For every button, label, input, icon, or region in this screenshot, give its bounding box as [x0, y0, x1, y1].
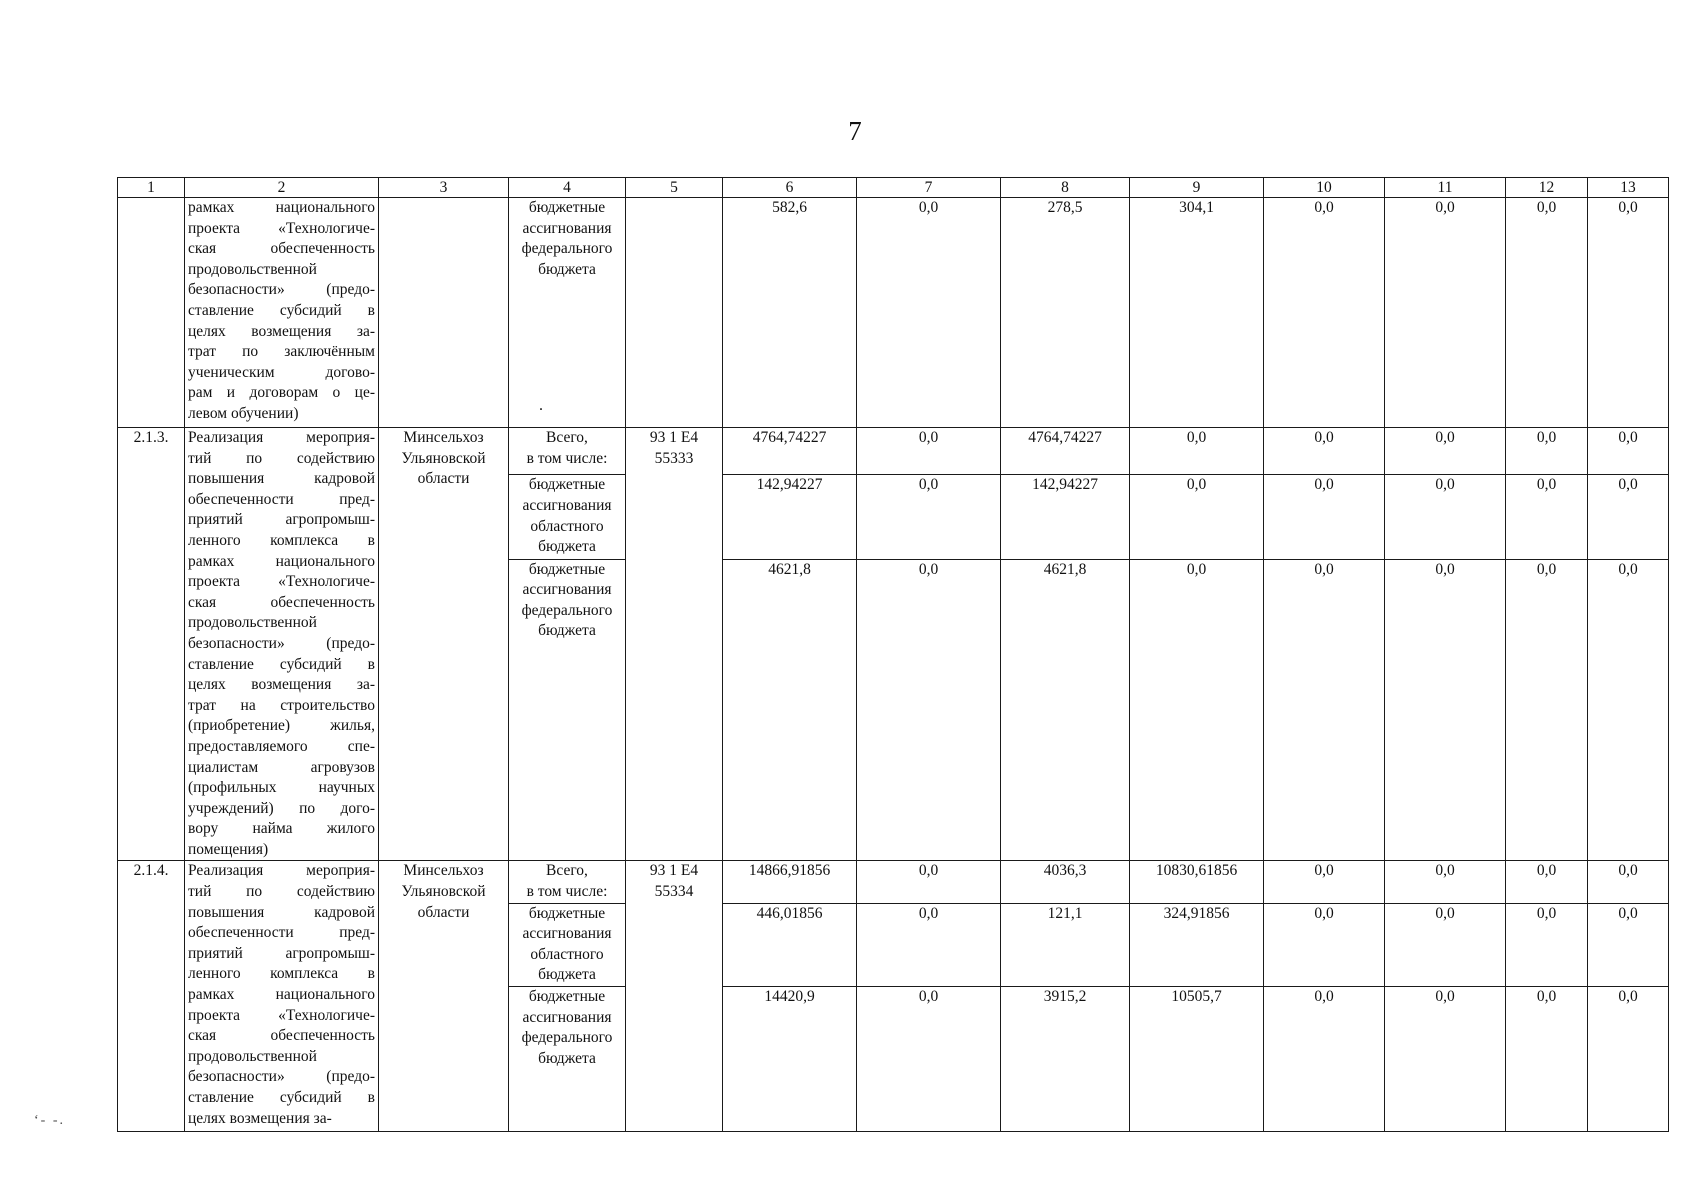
- text-line: безопасности» (предо-: [188, 634, 375, 652]
- page-number: 7: [848, 116, 862, 146]
- description-cell: [185, 198, 379, 428]
- text-line: продовольственной: [188, 614, 317, 632]
- text-line: (профильных научных: [188, 779, 375, 797]
- value-cell: 4036,3: [1001, 861, 1130, 903]
- column-number: 3: [379, 178, 509, 198]
- budget-code-cell: [626, 428, 723, 861]
- text-line: в том числе:: [526, 883, 608, 901]
- value-cell: 0,0: [857, 428, 1001, 475]
- text-line: областного: [530, 945, 604, 963]
- value-cell: 0,0: [1588, 903, 1669, 986]
- funding-source-cell: [509, 559, 626, 861]
- text-line: безопасности» (предо-: [188, 1068, 375, 1086]
- value-cell: 14420,9: [723, 987, 857, 1132]
- value-cell: 0,0: [1385, 475, 1506, 559]
- value-cell: 0,0: [857, 559, 1001, 861]
- value-cell: 0,0: [857, 903, 1001, 986]
- budget-code-cell: [626, 861, 723, 1132]
- text-line: 93 1 E4: [649, 862, 699, 880]
- value-cell: 142,94227: [723, 475, 857, 559]
- value-cell: 121,1: [1001, 903, 1130, 986]
- text-line: бюджета: [538, 966, 596, 984]
- text-line: Реализация мероприя-: [188, 862, 375, 880]
- value-cell: 0,0: [1588, 198, 1669, 428]
- text-line: продовольственной: [188, 1047, 317, 1065]
- column-number: 4: [509, 178, 626, 198]
- value-cell: 3915,2: [1001, 987, 1130, 1132]
- value-cell: 446,01856: [723, 903, 857, 986]
- value-cell: 0,0: [1588, 861, 1669, 903]
- value-cell: 10505,7: [1130, 987, 1264, 1132]
- funding-source-cell: [509, 987, 626, 1132]
- column-number: 2: [185, 178, 379, 198]
- value-cell: 0,0: [857, 475, 1001, 559]
- value-cell: 4764,74227: [1001, 428, 1130, 475]
- text-line: Реализация мероприя-: [188, 429, 375, 446]
- value-cell: 0,0: [1385, 903, 1506, 986]
- column-number: 11: [1385, 178, 1506, 198]
- value-cell: 4621,8: [723, 559, 857, 861]
- text-line: обеспеченности пред-: [188, 924, 375, 942]
- text-line: обеспеченности пред-: [188, 490, 375, 508]
- column-number: 6: [723, 178, 857, 198]
- text-line: безопасности» (предо-: [188, 281, 375, 299]
- value-cell: 4621,8: [1001, 559, 1130, 861]
- text-line: ставление субсидий в: [188, 655, 375, 673]
- row-number-cell: [118, 198, 185, 428]
- text-line: повышения кадровой: [188, 470, 375, 488]
- budget-table: [117, 177, 1669, 1132]
- text-line: целях возмещения за-: [188, 676, 375, 694]
- row-number-cell: [118, 861, 185, 1132]
- text-line: бюджетные: [528, 199, 606, 216]
- text-line: бюджетные: [528, 904, 606, 922]
- text-line: в том числе:: [526, 449, 608, 467]
- text-line: ская обеспеченность: [188, 593, 375, 611]
- value-cell: 0,0: [1264, 475, 1385, 559]
- text-line: ленного комплекса в: [188, 531, 375, 549]
- value-cell: 0,0: [1506, 987, 1588, 1132]
- text-line: рамках национального: [188, 552, 375, 570]
- text-line: (приобретение) жилья,: [188, 717, 375, 735]
- value-cell: 4764,74227: [723, 428, 857, 475]
- text-line: 55334: [654, 883, 694, 901]
- text-line: проекта «Технологиче-: [188, 573, 375, 591]
- text-line: вору найма жилого: [188, 820, 375, 838]
- value-cell: 0,0: [1130, 475, 1264, 559]
- text-line: ученическим догово-: [188, 363, 375, 381]
- column-number: 9: [1130, 178, 1264, 198]
- text-line: ассигнования: [522, 581, 612, 599]
- table-row-continued: [118, 198, 1669, 428]
- text-line: ассигнования: [522, 219, 612, 237]
- text-line: проекта «Технологиче-: [188, 1006, 375, 1024]
- funding-source-cell: [509, 475, 626, 559]
- text-line: левом обучении): [188, 404, 299, 422]
- value-cell: 0,0: [1588, 475, 1669, 559]
- text-line: федерального: [521, 240, 613, 258]
- scan-dot: .: [539, 397, 543, 414]
- column-number: 10: [1264, 178, 1385, 198]
- text-line: продовольственной: [188, 260, 317, 278]
- text-line: тий по содействию: [188, 883, 375, 901]
- value-cell: 0,0: [857, 987, 1001, 1132]
- scan-artifact: ‘- -.: [34, 1113, 65, 1128]
- table-row: [118, 428, 1669, 475]
- text-line: циалистам агровузов: [188, 758, 375, 776]
- text-line: бюджета: [538, 538, 596, 556]
- executor-cell: [379, 428, 509, 861]
- text-line: помещения): [188, 840, 269, 858]
- value-cell: 0,0: [1130, 428, 1264, 475]
- text-line: области: [417, 903, 470, 921]
- table-row: [118, 861, 1669, 903]
- text-line: ская обеспеченность: [188, 240, 375, 258]
- text-line: бюджета: [538, 622, 596, 640]
- value-cell: 0,0: [1385, 861, 1506, 903]
- text-line: трат по заключённым: [188, 343, 375, 361]
- text-line: учреждений) по дого-: [188, 799, 375, 817]
- text-line: ская обеспеченность: [188, 1027, 375, 1045]
- column-number: 8: [1001, 178, 1130, 198]
- text-line: тий по содействию: [188, 449, 375, 467]
- funding-source-cell: [509, 198, 626, 428]
- text-line: ассигнования: [522, 497, 612, 515]
- text-line: проекта «Технологиче-: [188, 219, 375, 237]
- text-line: целях возмещения за-: [188, 1109, 332, 1127]
- text-line: бюджета: [538, 1049, 596, 1067]
- value-cell: 0,0: [1385, 987, 1506, 1132]
- value-cell: 0,0: [1506, 559, 1588, 861]
- value-cell: 0,0: [1506, 475, 1588, 559]
- text-line: Всего,: [546, 429, 588, 446]
- funding-source-cell: [509, 428, 626, 475]
- text-line: Минсельхоз: [403, 429, 484, 446]
- text-line: рам и договорам о це-: [188, 384, 375, 402]
- text-line: ставление субсидий в: [188, 301, 375, 319]
- value-cell: 0,0: [1506, 198, 1588, 428]
- value-cell: 0,0: [1264, 861, 1385, 903]
- column-number: 13: [1588, 178, 1669, 198]
- text-line: Ульяновской: [401, 883, 486, 901]
- text-line: Минсельхоз: [403, 862, 484, 880]
- row-number: 2.1.3.: [133, 429, 169, 446]
- text-line: ассигнования: [522, 1008, 612, 1026]
- value-cell: 0,0: [1506, 903, 1588, 986]
- value-cell: 0,0: [1264, 559, 1385, 861]
- text-line: 55333: [654, 449, 694, 467]
- text-line: предоставляемого спе-: [188, 737, 375, 755]
- text-line: ставление субсидий в: [188, 1089, 375, 1106]
- budget-code-cell: [626, 198, 723, 428]
- value-cell: 0,0: [1506, 861, 1588, 903]
- value-cell: 0,0: [1385, 198, 1506, 428]
- text-line: областного: [530, 517, 604, 535]
- row-number-cell: [118, 428, 185, 861]
- funding-source-cell: [509, 903, 626, 986]
- executor-cell: [379, 198, 509, 428]
- value-cell: 0,0: [1588, 428, 1669, 475]
- text-line: целях возмещения за-: [188, 322, 375, 340]
- value-cell: 14866,91856: [723, 861, 857, 903]
- value-cell: 582,6: [723, 198, 857, 428]
- value-cell: 0,0: [1588, 559, 1669, 861]
- description-cell: [185, 428, 379, 861]
- value-cell: 0,0: [1264, 198, 1385, 428]
- column-number: 5: [626, 178, 723, 198]
- value-cell: 0,0: [1264, 428, 1385, 475]
- row-number: 2.1.4.: [133, 862, 169, 880]
- column-number: 12: [1506, 178, 1588, 198]
- value-cell: 0,0: [857, 861, 1001, 903]
- value-cell: 324,91856: [1130, 903, 1264, 986]
- description-cell: [185, 861, 379, 1132]
- text-line: 93 1 E4: [649, 429, 699, 446]
- text-line: бюджетные: [528, 560, 606, 578]
- value-cell: 0,0: [1506, 428, 1588, 475]
- value-cell: 0,0: [1385, 428, 1506, 475]
- column-number: 1: [118, 178, 185, 198]
- text-line: рамках национального: [188, 199, 375, 216]
- text-line: федерального: [521, 1029, 613, 1047]
- text-line: приятий агропромыш-: [188, 511, 375, 529]
- value-cell: 142,94227: [1001, 475, 1130, 559]
- text-line: ленного комплекса в: [188, 965, 375, 983]
- value-cell: 0,0: [1385, 559, 1506, 861]
- text-line: бюджетные: [528, 988, 606, 1006]
- value-cell: 10830,61856: [1130, 861, 1264, 903]
- value-cell: 0,0: [1588, 987, 1669, 1132]
- value-cell: 304,1: [1130, 198, 1264, 428]
- column-number: 7: [857, 178, 1001, 198]
- text-line: трат на строительство: [188, 696, 375, 714]
- text-line: Ульяновской: [401, 449, 486, 467]
- value-cell: 0,0: [1264, 903, 1385, 986]
- text-line: приятий агропромыш-: [188, 944, 375, 962]
- text-line: ассигнования: [522, 925, 612, 943]
- text-line: повышения кадровой: [188, 903, 375, 921]
- text-line: Всего,: [546, 862, 588, 880]
- funding-source-cell: [509, 861, 626, 903]
- column-number-row: [118, 178, 1669, 198]
- value-cell: 0,0: [857, 198, 1001, 428]
- text-line: бюджета: [538, 260, 596, 278]
- value-cell: 0,0: [1264, 987, 1385, 1132]
- text-line: бюджетные: [528, 476, 606, 494]
- value-cell: 278,5: [1001, 198, 1130, 428]
- text-line: рамках национального: [188, 986, 375, 1004]
- executor-cell: [379, 861, 509, 1132]
- text-line: области: [417, 470, 470, 488]
- value-cell: 0,0: [1130, 559, 1264, 861]
- text-line: федерального: [521, 601, 613, 619]
